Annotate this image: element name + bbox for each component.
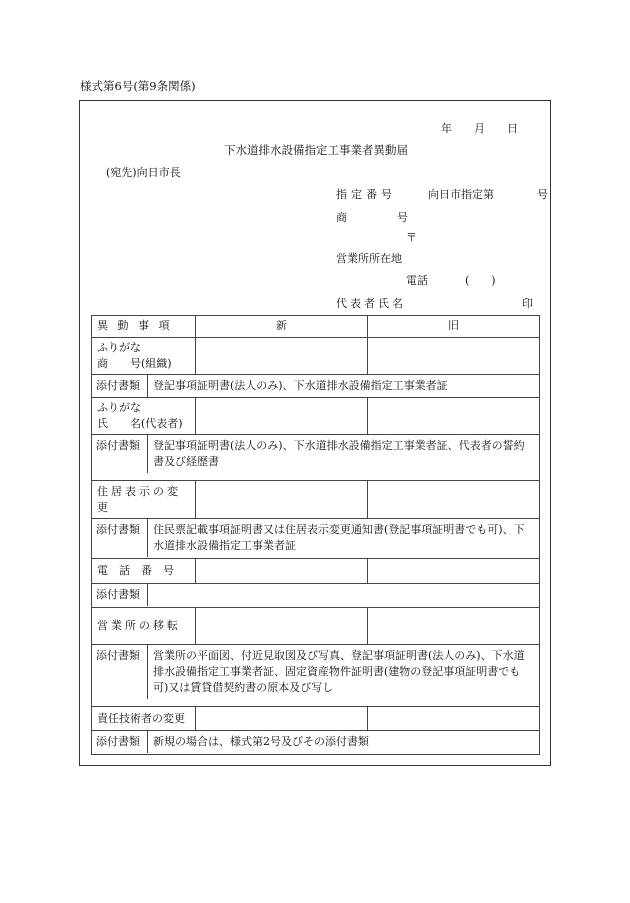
item-trade-name	[92, 338, 196, 375]
attachment-text: 住民票記載事項証明書又は住居表示変更通知書(登記事項証明書でも可)、下水道排水設備指定工事業者証	[153, 523, 525, 552]
designation-number-label: 指定番号	[336, 188, 396, 201]
attachment-text: 登記事項証明書(法人のみ)、下水道排水設備指定工事業者証	[153, 379, 448, 392]
attachment-label: 添付書類	[92, 731, 148, 753]
date-month: 月	[474, 122, 485, 135]
change-items-table	[91, 315, 540, 755]
new-value-cell[interactable]	[196, 338, 368, 375]
old-value-cell[interactable]	[368, 559, 540, 584]
item-furigana: ふりがな	[97, 341, 141, 354]
attachment-text	[148, 584, 539, 606]
header-new: 新	[196, 316, 368, 338]
attachment-label: 添付書類	[92, 375, 148, 397]
attachment-text: 登記事項証明書(法人のみ)、下水道排水設備指定工事業者証、代表者の誓約書及び経歴書	[153, 439, 525, 468]
old-value-cell[interactable]	[368, 398, 540, 435]
representative-name-label: 代表者氏名	[336, 297, 406, 310]
attachment-text: 新規の場合は、様式第2号及びその添付書類	[153, 735, 369, 748]
postal-mark: 〒	[406, 231, 417, 244]
item-chief-engineer-change: 責任技術者の変更	[92, 707, 196, 731]
designation-number-suffix: 号	[537, 188, 548, 201]
attachment-row	[92, 584, 540, 608]
phone-label: 電話	[406, 274, 428, 287]
attachment-row	[92, 375, 540, 398]
header-old: 旧	[368, 316, 540, 338]
trade-name-label-second: 号	[397, 211, 408, 224]
item-label: 氏 名(代表者)	[97, 417, 183, 430]
attachment-text: 営業所の平面図、付近見取図及び写真、登記事項証明書(法人のみ)、下水道排水設備指定工事業者証、固定資産物件証明書(建物の登記事項証明書でも可)又は賃貸借契約書の原本及び写し	[153, 649, 525, 694]
item-label: 商 号(組織)	[97, 357, 172, 370]
new-value-cell[interactable]	[196, 398, 368, 435]
designation-number-prefix: 向日市指定第	[428, 188, 494, 201]
attachment-row	[92, 435, 540, 481]
addressee: (宛先)向日市長	[106, 166, 181, 179]
item-address-display-change: 住居表示の変更	[92, 481, 196, 519]
old-value-cell[interactable]	[368, 608, 540, 645]
new-value-cell[interactable]	[196, 608, 368, 645]
new-value-cell[interactable]	[196, 707, 368, 731]
trade-name-label-first: 商	[336, 211, 347, 224]
new-value-cell[interactable]	[196, 559, 368, 584]
old-value-cell[interactable]	[368, 481, 540, 519]
date-day: 日	[507, 122, 518, 135]
attachment-row	[92, 731, 540, 755]
date-year: 年	[441, 122, 452, 135]
item-furigana: ふりがな	[97, 401, 141, 414]
attachment-label: 添付書類	[92, 645, 148, 699]
attachment-row	[92, 519, 540, 559]
old-value-cell[interactable]	[368, 338, 540, 375]
attachment-label: 添付書類	[92, 584, 148, 606]
new-value-cell[interactable]	[196, 481, 368, 519]
attachment-row	[92, 645, 540, 707]
old-value-cell[interactable]	[368, 707, 540, 731]
seal-mark: 印	[522, 297, 533, 310]
header-change-item: 異 動 事 項	[92, 316, 196, 338]
item-representative-name	[92, 398, 196, 435]
attachment-label: 添付書類	[92, 435, 148, 473]
phone-area-code-paren: ( )	[465, 274, 496, 287]
date-line	[441, 120, 518, 136]
form-title: 下水道排水設備指定工事業者異動届	[224, 143, 408, 157]
item-phone-number: 電 話 番 号	[92, 559, 196, 584]
office-location-label: 営業所所在地	[336, 252, 402, 265]
attachment-label: 添付書類	[92, 519, 148, 557]
item-office-relocation: 営業所の移転	[92, 608, 196, 645]
form-number-label: 様式第6号(第9条関係)	[80, 79, 196, 93]
